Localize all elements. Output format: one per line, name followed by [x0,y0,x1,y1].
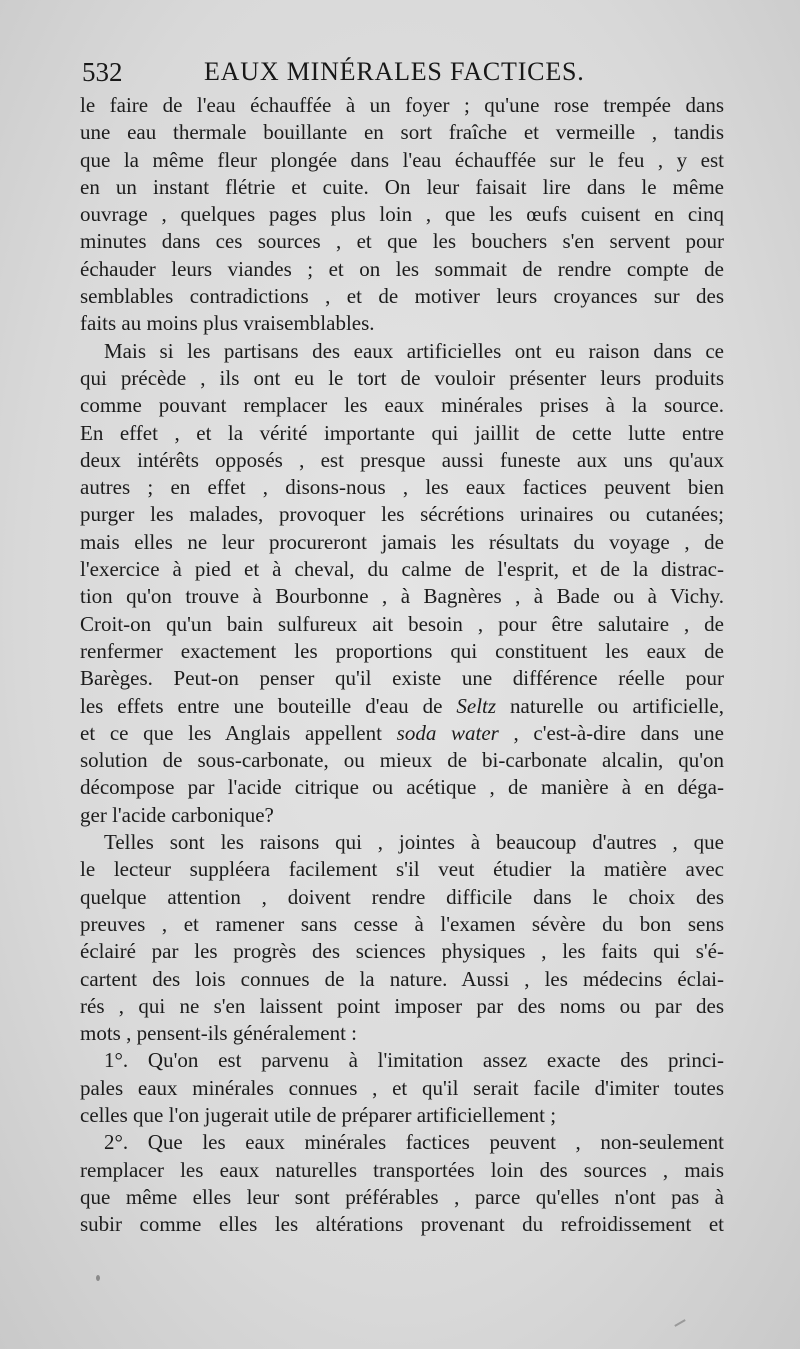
text-line: l'exercice à pied et à cheval, du calme de l'esprit, et de la distrac- [80,557,724,582]
page-number: 532 [82,57,123,87]
italic-term: Seltz [456,693,497,718]
text-line: Barèges. Peut-on penser qu'il existe une différence réelle pour [80,666,724,691]
text-line: que la même fleur plongée dans l'eau échauffée sur le feu , y est [80,147,724,172]
text-line: et ce que les Anglais appellent soda water , c'est-à-dire dans une [80,720,724,745]
text-line: Croit-on qu'un bain sulfureux ait besoin , pour être salutaire , de [80,611,724,636]
text-line: purger les malades, provoquer les sécrétions urinaires ou cutanées; [80,502,724,527]
text-line: ger l'acide carbonique? [80,802,274,827]
text-line: éclairé par les progrès des sciences physiques , les faits qui s'é- [80,939,724,964]
text-line: subir comme elles les altérations provenant du refroidissement et [80,1212,724,1237]
paper-mark [674,1319,685,1327]
text-line: mots , pensent-ils généralement : [80,1021,358,1046]
text-line: tion qu'on trouve à Bourbonne , à Bagnères , à Bade ou à Vichy. [80,584,724,609]
text-line: qui précède , ils ont eu le tort de vouloir présenter leurs produits [80,365,724,390]
text-line: celles que l'on jugerait utile de préparer artificiellement ; [80,1102,557,1127]
text-line: faits au moins plus vraisemblables. [80,311,375,336]
text-line: rés , qui ne s'en laissent point imposer par des noms ou par des [80,993,724,1018]
text-line: mais elles ne leur procureront jamais les résultats du voyage , de [80,529,724,554]
text-line: autres ; en effet , disons-nous , les eaux factices peuvent bien [80,475,724,500]
text-line: preuves , et ramener sans cesse à l'examen sévère du bon sens [80,911,724,936]
text-line: le faire de l'eau échauffée à un foyer ; qu'une rose trempée dans [80,93,724,117]
text-line: en un instant flétrie et cuite. On leur faisait lire dans le même [80,174,724,199]
text-line: En effet , et la vérité importante qui jaillit de cette lutte entre [80,420,724,445]
text-line: remplacer les eaux naturelles transportées loin des sources , mais [80,1157,724,1182]
text-line: renfermer exactement les proportions qui constituent les eaux de [80,638,724,663]
text-line: cartent des lois connues de la nature. Aussi , les médecins éclai- [80,966,724,991]
body-text [80,92,724,1238]
page-header [82,52,722,92]
text-line: comme pouvant remplacer les eaux minérales prises à la source. [80,393,724,418]
text-line: une eau thermale bouillante en sort fraîche et vermeille , tandis [80,120,724,145]
text-line: pales eaux minérales connues , et qu'il serait facile d'imiter toutes [80,1075,724,1100]
text-line: que même elles leur sont préférables , parce qu'elles n'ont pas à [80,1184,724,1209]
text-line: solution de sous-carbonate, ou mieux de bi-carbonate alcalin, qu'on [80,748,724,773]
text-line: quelque attention , doivent rendre difficile dans le choix des [80,884,724,909]
text-line: 1°. Qu'on est parvenu à l'imitation assez exacte des princi- [104,1048,724,1073]
text-line: 2°. Que les eaux minérales factices peuvent , non-seulement [104,1130,724,1155]
text-line: les effets entre une bouteille d'eau de Seltz naturelle ou artificielle, [80,693,724,718]
text-line: décompose par l'acide citrique ou acétique , de manière à en déga- [80,775,724,800]
italic-term: soda water [396,720,499,745]
text-line: le lecteur suppléera facilement s'il veut étudier la matière avec [80,857,724,882]
text-line: semblables contradictions , et de motiver leurs croyances sur des [80,284,724,309]
text-line: ouvrage , quelques pages plus loin , que les œufs cuisent en cinq [80,202,724,227]
paper-speck [96,1275,100,1281]
running-title: EAUX MINÉRALES FACTICES. [204,57,585,86]
text-line: deux intérêts opposés , est presque aussi funeste aux uns qu'aux [80,447,724,472]
text-line: minutes dans ces sources , et que les bouchers s'en servent pour [80,229,724,254]
text-line: Telles sont les raisons qui , jointes à beaucoup d'autres , que [104,830,724,855]
text-line: échauder leurs viandes ; et on les sommait de rendre compte de [80,256,724,281]
text-line: Mais si les partisans des eaux artificielles ont eu raison dans ce [104,338,724,363]
